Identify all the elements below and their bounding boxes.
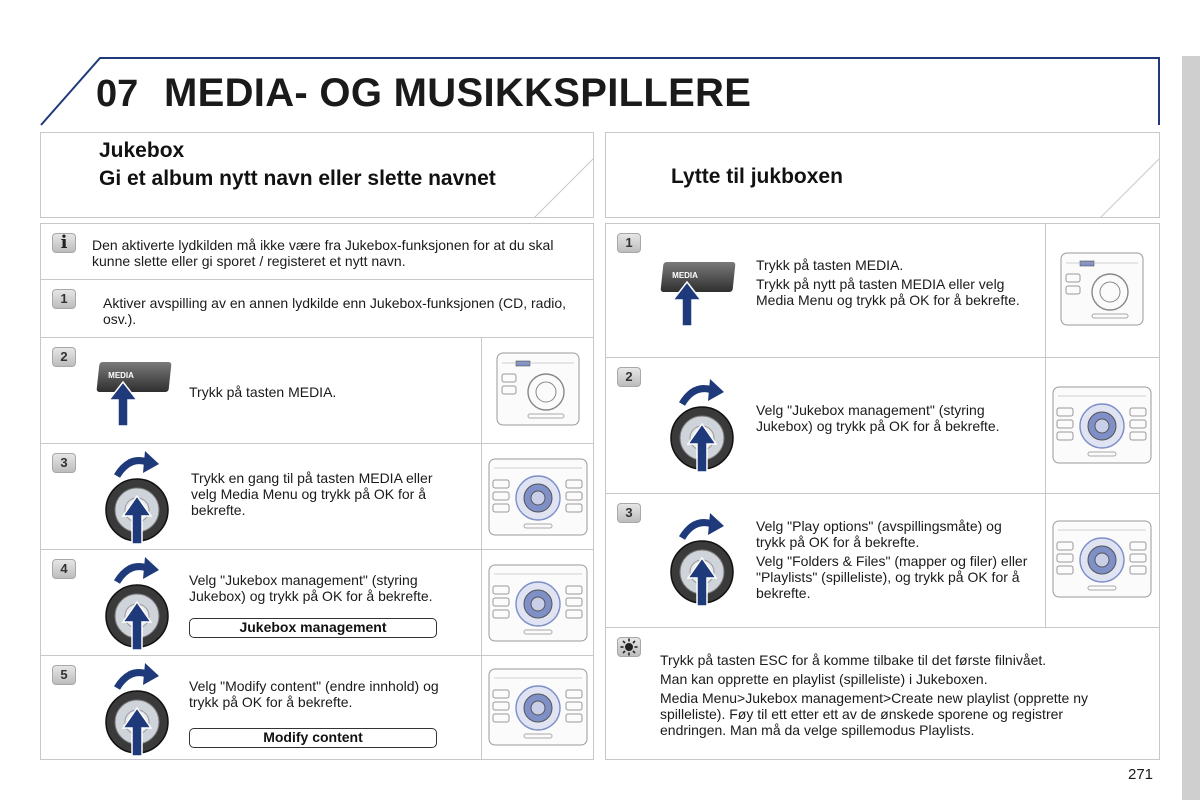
device-thumb-cell (1045, 494, 1159, 627)
step-line: Trykk på tasten MEDIA. (756, 257, 904, 273)
section-title-jukebox: Jukebox (99, 139, 185, 162)
rotary-knob-icon (103, 446, 175, 546)
sun-icon (620, 638, 638, 656)
left-section-header (40, 132, 594, 218)
tip-row (606, 628, 1159, 760)
right-section-header (605, 132, 1160, 218)
step-row (606, 358, 1159, 494)
arrow-up-icon (108, 380, 138, 428)
step-text: Velg "Modify content" (endre innhold) og trykk på OK for å bekrefte. (189, 678, 439, 710)
info-row (41, 224, 593, 280)
step-number: 2 (52, 347, 76, 367)
step-line: Trykk på nytt på tasten MEDIA eller velg Media Menu og trykk på OK for å bekrefte. (756, 276, 1020, 308)
step-text: Trykk på tasten MEDIA. (189, 384, 337, 400)
left-steps-panel (40, 223, 594, 760)
step-row (41, 444, 593, 550)
radio-device-icon (488, 564, 588, 642)
radio-device-icon (1052, 386, 1152, 464)
radio-device-icon (488, 668, 588, 746)
media-key-illustration (662, 262, 736, 334)
step-row (41, 656, 593, 760)
modify-content-button[interactable]: Modify content (189, 728, 437, 748)
tip-line: Trykk på tasten ESC for å komme tilbake til det første filnivået. (660, 652, 1047, 668)
rotary-knob-icon (668, 508, 740, 608)
fold-corner (534, 158, 594, 218)
rotary-knob-icon (103, 552, 175, 652)
radio-device-icon (496, 352, 580, 426)
step-text (756, 518, 1031, 604)
step-row (41, 280, 593, 338)
chapter-header (40, 56, 1160, 126)
section-subtitle: Gi et album nytt navn eller slette navnet (99, 167, 496, 190)
step-text: Aktiver avspilling av en annen lydkilde enn Jukebox-funksjonen (CD, radio, osv.). (103, 295, 567, 327)
device-thumb-cell (481, 444, 593, 549)
right-steps-panel (605, 223, 1160, 760)
step-number: 1 (52, 289, 76, 309)
step-number: 3 (617, 503, 641, 523)
page-number: 271 (1128, 766, 1154, 783)
radio-device-icon (1060, 252, 1144, 326)
device-thumb-cell (1045, 224, 1159, 357)
device-thumb-cell (481, 338, 593, 443)
step-text: Velg "Jukebox management" (styring Jukebox) og trykk på OK for å bekrefte. (189, 572, 433, 604)
step-text (756, 257, 1031, 311)
device-thumb-cell (481, 656, 593, 760)
page-edge-tab (1182, 56, 1200, 800)
step-number: 5 (52, 665, 76, 685)
radio-device-icon (488, 458, 588, 536)
step-row (606, 494, 1159, 628)
media-key-label: MEDIA (108, 371, 134, 380)
step-row (41, 550, 593, 656)
tip-line: Man kan opprette en playlist (spilleliste) i Jukeboxen. (660, 671, 988, 687)
fold-corner (1100, 158, 1160, 218)
step-line: Velg "Play options" (avspillingsmåte) og trykk på OK for å bekrefte. (756, 518, 1002, 550)
jukebox-management-button[interactable]: Jukebox management (189, 618, 437, 638)
step-text: Trykk en gang til på tasten MEDIA eller velg Media Menu og trykk på OK for å bekrefte. (191, 470, 433, 518)
info-icon: i (52, 233, 76, 253)
device-thumb-cell (481, 550, 593, 655)
page-title: MEDIA- OG MUSIKKSPILLERE (164, 71, 752, 115)
tip-icon (617, 637, 641, 657)
device-thumb-cell (1045, 358, 1159, 493)
step-row (606, 224, 1159, 358)
step-number: 1 (617, 233, 641, 253)
step-text: Velg "Jukebox management" (styring Jukebox) og trykk på OK for å bekrefte. (756, 402, 1000, 434)
media-key-illustration (98, 362, 172, 434)
info-text: Den aktiverte lydkilden må ikke være fra Jukebox-funksjonen for at du skal kunne slette eller gi sporet / registeret et nytt navn. (92, 237, 554, 269)
step-row (41, 338, 593, 444)
section-title-listen: Lytte til jukboxen (671, 165, 843, 188)
tip-line: Media Menu>Jukebox management>Create new playlist (opprette ny spilleliste). Føy til ett etter ett av de ønskede sporene og registrer endringen. Man må da velge spillemodus Playlists. (660, 690, 1089, 738)
rotary-knob-icon (668, 374, 740, 474)
media-key-label: MEDIA (672, 271, 698, 280)
arrow-up-icon (672, 280, 702, 328)
rotary-knob-icon (103, 658, 175, 758)
radio-device-icon (1052, 520, 1152, 598)
chapter-number: 07 (96, 73, 139, 115)
step-line: Velg "Folders & Files" (mapper og filer) eller "Playlists" (spilleliste), og trykk på OK for å bekrefte. (756, 553, 1028, 601)
step-number: 4 (52, 559, 76, 579)
step-number: 2 (617, 367, 641, 387)
step-number: 3 (52, 453, 76, 473)
tip-text (660, 652, 1130, 741)
